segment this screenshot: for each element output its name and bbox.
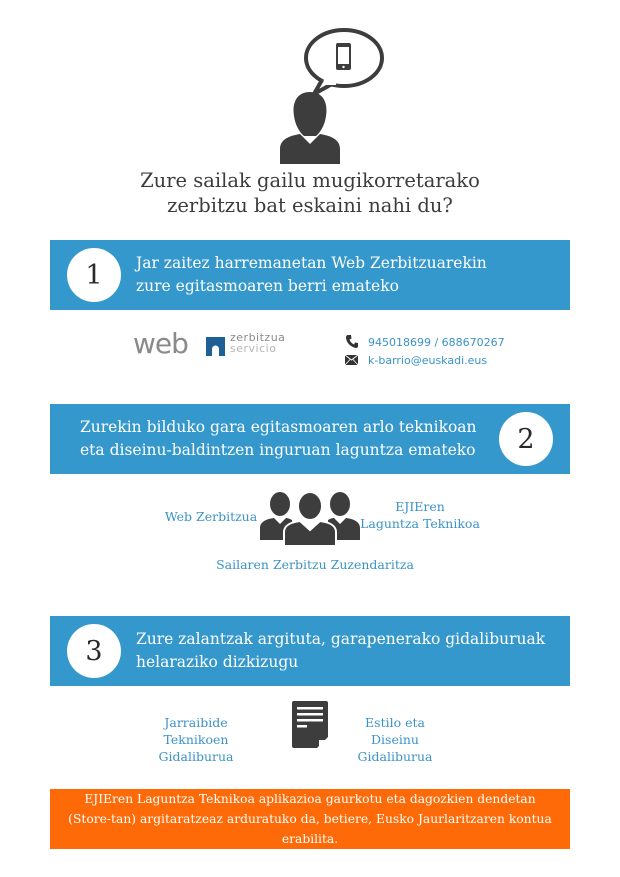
group-people-icon [260,490,360,546]
document-icon [292,701,328,748]
footer-note [50,789,570,849]
style-guide-line-2: Gidaliburua [357,749,433,764]
web-zerbitzua-logo [133,327,313,360]
ejie-line-1: EJIEren [395,499,445,514]
step-2-text [80,416,477,462]
step-1-line-2: zure egitasmoaren berri emateko [136,277,399,295]
footer-line-2: (Store-tan) argitaratzeaz arduratuko da, betiere, Eusko Jaurlaritzaren kontua erabilita. [68,812,552,846]
technical-guide-line-2: Gidaliburua [158,749,234,764]
logo-zerbitzua-text: zerbitzua [230,331,286,344]
step-1-band [50,240,570,310]
step-1-text [136,252,487,298]
footer-line-1: EJIEren Laguntza Teknikoa aplikazioa gaurkotu eta dagozkien dendetan [84,792,536,806]
step-2-number: 2 [499,412,553,466]
technical-guide-line-1: Jarraibide Teknikoen [163,715,229,747]
web-zerbitzua-label: Web Zerbitzua [164,509,258,524]
step-1-number: 1 [67,248,121,302]
step-2-line-2: eta diseinu-baldintzen inguruan laguntza emateko [80,441,476,459]
logo-servicio-text: servicio [230,342,277,355]
step-3-text [136,628,545,674]
technical-guide-label [140,714,252,765]
step-3-line-1: Zure zalantzak argituta, garapenerako gidaliburuak [136,630,546,648]
logo-mark-icon [206,337,225,356]
step-3-number: 3 [67,624,121,678]
phone-number[interactable]: 945018699 / 688670267 [368,336,505,349]
step-3-line-2: helaraziko dizkizugu [136,653,299,671]
ejie-line-2: Laguntza Teknikoa [360,516,480,531]
page-title [0,168,620,218]
step-1-line-1: Jar zaitez harremanetan Web Zerbitzuarekin [136,254,487,272]
email-link[interactable]: k-barrio@euskadi.eus [368,354,488,367]
email-icon [345,355,358,365]
step-2-line-1: Zurekin bilduko gara egitasmoaren arlo teknikoan [80,418,477,436]
title-line-1: Zure sailak gailu mugikorretarako [140,169,480,192]
step-3-band [50,616,570,686]
style-guide-label [340,714,450,765]
sailaren-zerbitzu-label: Sailaren Zerbitzu Zuzendaritza [216,557,414,572]
title-line-2: zerbitzu bat eskaini nahi du? [167,194,453,217]
phone-icon [346,335,358,348]
person-speech-bubble-icon [278,24,388,166]
step-2-band [50,404,570,474]
style-guide-line-1: Estilo eta Diseinu [365,715,425,747]
logo-web-text: web [133,327,188,360]
ejie-label [360,498,480,532]
